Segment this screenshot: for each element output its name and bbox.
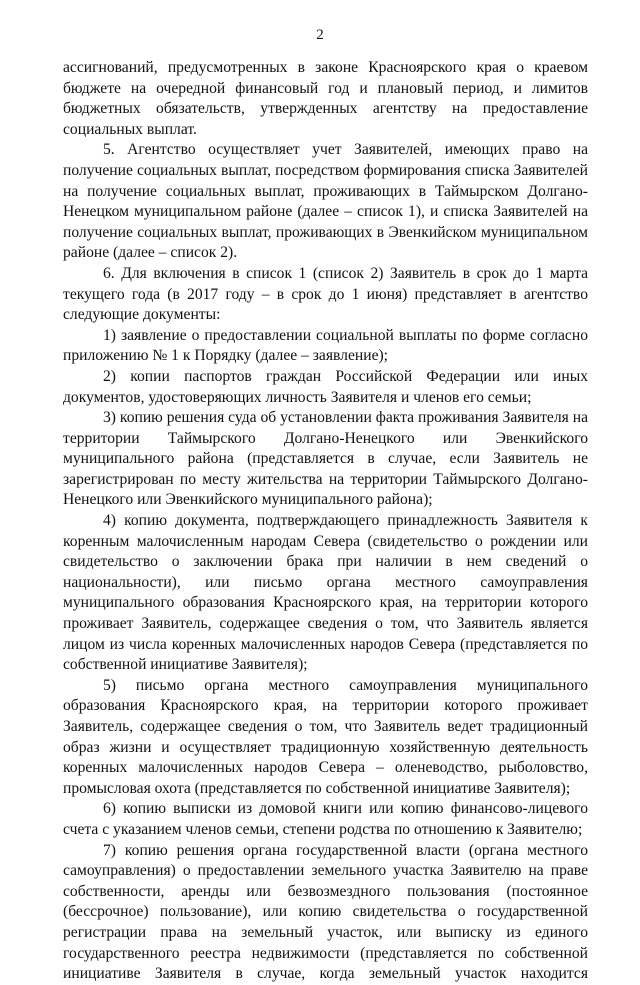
- document-body: [63, 58, 588, 985]
- paragraph-subitem-4: 4) копию документа, подтверждающего принадлежность Заявителя к коренным малочисленным народам Севера (свидетельство о рождении или свидетельство о заключении брака при наличии в нем сведений о национальности), или письмо органа местного самоуправления муниципального образования Красноярского края, на территории которого проживает Заявитель, содержащее сведения о том, что Заявитель является лицом из числа коренных малочисленных народов Севера (представляется по собственной инициативе Заявителя);: [63, 512, 588, 674]
- paragraph-item-6: 6. Для включения в список 1 (список 2) Заявитель в срок до 1 марта текущего года (в 2017 году – в срок до 1 июня) представляет в агентство следующие документы:: [63, 264, 588, 324]
- paragraph-subitem-3: 3) копию решения суда об установлении факта проживания Заявителя на территории Таймырского Долгано-Ненецкого или Эвенкийского муниципального района (представляется в случае, если Заявитель не зарегистрирован по месту жительства на территории Таймырского Долгано-Ненецкого или Эвенкийского муниципального района);: [63, 409, 588, 509]
- page-number: 2: [316, 27, 324, 43]
- paragraph-subitem-5: 5) письмо органа местного самоуправления муниципального образования Красноярского края, на территории которого проживает Заявитель, содержащее сведения о том, что Заявитель ведет традиционный образ жизни и осуществляет традиционную хозяйственную деятельность коренных малочисленных народов Севера – оленеводство, рыболовство, промысловая охота (представляется по собственной инициативе Заявителя);: [63, 676, 588, 797]
- paragraph-subitem-1: 1) заявление о предоставлении социальной выплаты по форме согласно приложению № 1 к Порядку (далее – заявление);: [63, 326, 588, 365]
- paragraph-item-5: 5. Агентство осуществляет учет Заявителей, имеющих право на получение социальных выплат, посредством формирования списка Заявителей на получение социальных выплат, проживающих в Таймырском Долгано-Ненецком муниципальном районе (далее – список 1), и списка Заявителей на получение социальных выплат, проживающих в Эвенкийском муниципальном районе (далее – список 2).: [63, 141, 588, 262]
- paragraph-subitem-7: 7) копию решения органа государственной власти (органа местного самоуправления) о предоставлении земельного участка Заявителю на праве собственности, аренды или безвозмездного пользования (постоянное (бессрочное) пользование), или копию свидетельства о государственной регистрации права на земельный участок, или выписку из единого государственного реестра недвижимости (представляется по собственной инициативе Заявителя в случае, когда земельный участок находится: [63, 841, 588, 983]
- paragraph-subitem-6: 6) копию выписки из домовой книги или копию финансово-лицевого счета с указанием членов семьи, степени родства по отношению к Заявителю;: [63, 800, 588, 838]
- paragraph-subitem-2: 2) копии паспортов граждан Российской Федерации или иных документов, удостоверяющих личность Заявителя и членов его семьи;: [63, 367, 588, 406]
- paragraph-appropriations: ассигнований, предусмотренных в законе Красноярского края о краевом бюджете на очередной финансовый год и плановый период, и лимитов бюджетных обязательств, утвержденных агентству на предоставление социальных выплат.: [63, 59, 588, 138]
